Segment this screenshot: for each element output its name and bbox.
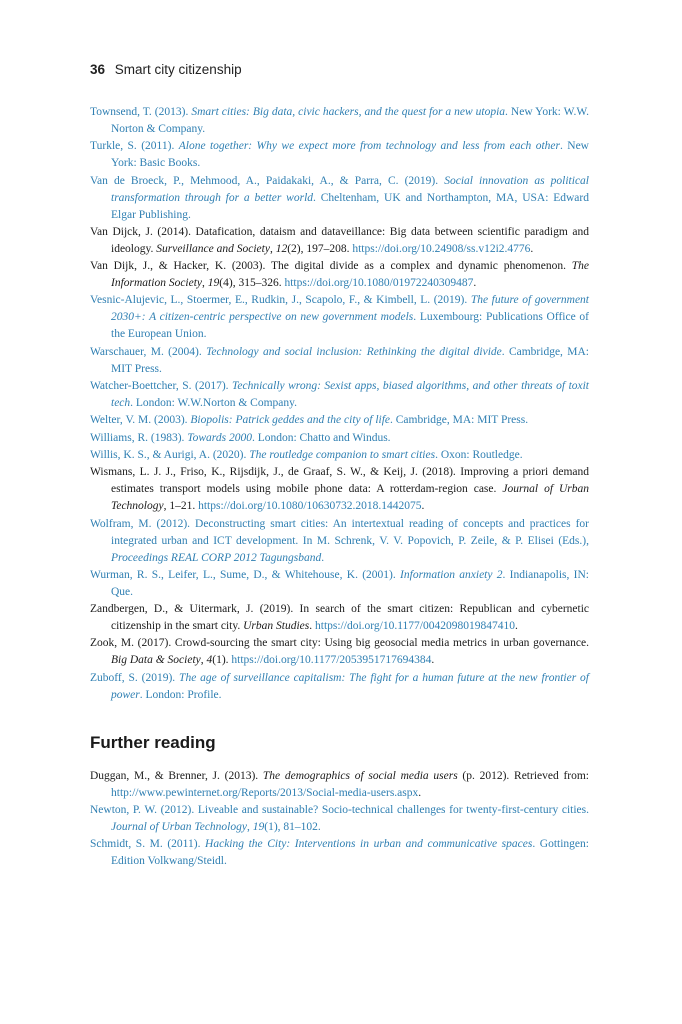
- reference-text: ,: [246, 821, 253, 834]
- running-header: [90, 62, 589, 77]
- reference-entry: [90, 464, 589, 515]
- reference-text: Townsend, T. (2013).: [90, 106, 192, 118]
- reference-entry: [90, 430, 589, 447]
- doi-link[interactable]: https://doi.org/10.1177/0042098019847410: [315, 620, 515, 633]
- reference-text: . Luxembourg: Publications Office of the European Union.: [111, 311, 590, 341]
- reference-text: ,: [200, 654, 207, 667]
- doi-link[interactable]: https://doi.org/10.1177/2053951717694384: [231, 654, 432, 667]
- reference-italic-text: The demographics of social media users: [262, 769, 458, 782]
- reference-entry: [90, 836, 589, 870]
- reference-entry: [90, 635, 589, 669]
- reference-italic-text: Surveillance and Society: [156, 242, 270, 255]
- reference-text: . Cambridge, MA: MIT Press.: [390, 414, 529, 427]
- reference-text: . Gottingen: Edition Volkwang/Steidl.: [111, 838, 589, 868]
- reference-italic-text: Technology and social inclusion: Rethinking the digital divide: [206, 345, 502, 358]
- reference-entry: [90, 138, 589, 172]
- reference-entry: [90, 601, 589, 635]
- reference-text: Van Dijk, J., & Hacker, K. (2003). The digital divide as a complex and dynamic phenomenon.: [90, 260, 572, 273]
- reference-text: .: [309, 620, 315, 633]
- reference-entry: [90, 378, 589, 412]
- reference-italic-text: Urban Studies: [243, 620, 310, 633]
- reference-text: , 1–21.: [163, 500, 199, 513]
- reference-text: Wolfram, M. (2012). Deconstructing smart cities: An intertextual reading of concepts and practices for integrated urban and ICT development. In M. Schrenk, V. V. Popovich, P. Zeile, & P. Elisei (Eds.),: [90, 517, 589, 547]
- reference-text: Welter, V. M. (2003).: [90, 414, 191, 427]
- reference-text: . London: Profile.: [139, 688, 222, 701]
- further-reading-list: [90, 768, 589, 871]
- reference-entry: [90, 258, 589, 292]
- reference-italic-text: Towards 2000: [187, 431, 252, 444]
- reference-text: Turkle, S. (2011).: [90, 140, 179, 153]
- reference-text: Zuboff, S. (2019).: [90, 671, 180, 684]
- reference-text: . Cambridge, MA: MIT Press.: [111, 345, 590, 375]
- reference-text: . New York: W.W. Norton & Company.: [111, 106, 589, 135]
- reference-text: . New York: Basic Books.: [111, 140, 589, 170]
- reference-italic-text: Information anxiety 2: [400, 568, 503, 581]
- reference-text: (4), 315–326.: [219, 277, 285, 290]
- reference-italic-text: Biopolis: Patrick geddes and the city of life: [190, 414, 391, 427]
- page-number: 36: [90, 62, 106, 77]
- reference-text: ,: [269, 242, 276, 255]
- reference-entry: [90, 802, 589, 836]
- reference-italic-text: Social innovation as political transformation through for a better world: [111, 174, 589, 204]
- reference-text: . London: Chatto and Windus.: [251, 431, 391, 444]
- reference-text: . London: W.W.Norton & Company.: [130, 397, 298, 410]
- reference-italic-text: The routledge companion to smart cities: [249, 448, 436, 461]
- reference-entry: [90, 412, 589, 429]
- reference-text: Willis, K. S., & Aurigi, A. (2020).: [90, 448, 250, 461]
- reference-italic-text: Technically wrong: Sexist apps, biased algorithms, and other threats of toxit tech: [111, 380, 590, 410]
- reference-text: Schmidt, S. M. (2011).: [90, 838, 206, 851]
- reference-text: Van Dijck, J. (2014). Datafication, dataism and dataveillance: Big data between scientific paradigm and ideology.: [90, 225, 589, 255]
- running-title: Smart city citizenship: [114, 62, 242, 77]
- reference-entry: [90, 224, 589, 258]
- reference-text: .: [421, 500, 425, 513]
- reference-italic-text: The Information Society: [111, 260, 589, 290]
- reference-text: Warschauer, M. (2004).: [90, 345, 207, 358]
- reference-entry: [90, 292, 589, 343]
- reference-italic-text: The future of government 2030+: A citizen-centric perspective on new government models: [111, 294, 590, 324]
- reference-text: . Indianapolis, IN: Que.: [111, 568, 589, 598]
- reference-text: (2), 197–208.: [287, 242, 353, 255]
- reference-text: Newton, P. W. (2012). Liveable and sustainable? Socio-technical challenges for twenty-first-century cities.: [90, 804, 589, 817]
- doi-link[interactable]: https://doi.org/10.1080/10630732.2018.1442075: [198, 500, 422, 513]
- reference-text: .: [418, 786, 422, 799]
- reference-italic-text: Proceedings REAL CORP 2012 Tagungsband: [111, 551, 322, 564]
- reference-text: Watcher-Boettcher, S. (2017).: [90, 380, 233, 393]
- reference-italic-text: Alone together: Why we expect more from technology and less from each other: [178, 140, 560, 153]
- reference-entry: [90, 516, 589, 567]
- reference-text: . Oxon: Routledge.: [435, 448, 523, 461]
- reference-text: (1).: [212, 654, 232, 667]
- doi-link[interactable]: https://doi.org/10.1080/01972240309487: [284, 277, 474, 290]
- reference-entry: [90, 567, 589, 601]
- reference-entry: [90, 173, 589, 224]
- reference-italic-text: Big Data & Society: [111, 654, 201, 667]
- reference-italic-text: Journal of Urban Technology: [111, 821, 247, 834]
- doi-link[interactable]: http://www.pewinternet.org/Reports/2013/Social-media-users.aspx: [111, 786, 419, 799]
- reference-italic-text: 12: [275, 242, 288, 255]
- reference-text: .: [530, 242, 534, 255]
- reference-italic-text: 19: [207, 277, 220, 290]
- reference-text: Duggan, M., & Brenner, J. (2013).: [90, 769, 263, 782]
- reference-text: .: [473, 277, 477, 290]
- reference-italic-text: Hacking the City: Interventions in urban and communicative spaces: [205, 838, 533, 851]
- reference-text: Wurman, R. S., Leifer, L., Sume, D., & Whitehouse, K. (2001).: [90, 568, 401, 581]
- reference-text: Van de Broeck, P., Mehmood, A., Paidakaki, A., & Parra, C. (2019).: [90, 174, 445, 187]
- reference-italic-text: Journal of Urban Technology: [111, 483, 589, 513]
- reference-text: (p. 2012). Retrieved from:: [457, 769, 589, 782]
- reference-text: .: [321, 551, 325, 564]
- doi-link[interactable]: https://doi.org/10.24908/ss.v12i2.4776: [352, 242, 531, 255]
- reference-text: .: [514, 620, 518, 633]
- reference-entry: [90, 447, 589, 464]
- reference-list: [90, 104, 589, 704]
- reference-italic-text: The age of surveillance capitalism: The fight for a human future at the new frontier of power: [111, 671, 590, 701]
- reference-italic-text: 19: [252, 821, 265, 834]
- reference-text: Zandbergen, D., & Uitermark, J. (2019). In search of the smart citizen: Republican and cybernetic citizenship in the smart city.: [90, 603, 589, 633]
- reference-italic-text: 4: [206, 654, 213, 667]
- reference-entry: [90, 344, 589, 378]
- reference-entry: [90, 670, 589, 704]
- reference-text: .: [431, 654, 435, 667]
- reference-text: Vesnic-Alujevic, L., Stoermer, E., Rudkin, J., Scapolo, F., & Kimbell, L. (2019).: [90, 294, 471, 307]
- reference-text: Williams, R. (1983).: [90, 431, 188, 444]
- reference-italic-text: Smart cities: Big data, civic hackers, and the quest for a new utopia: [191, 106, 506, 118]
- book-page: [90, 62, 589, 871]
- reference-text: Zook, M. (2017). Crowd-sourcing the smart city: Using big geosocial media metrics in urban governance.: [90, 637, 589, 650]
- reference-entry: [90, 768, 589, 802]
- reference-text: ,: [202, 277, 208, 290]
- reference-text: . Cheltenham, UK and Northampton, MA, USA: Edward Elgar Publishing.: [111, 191, 589, 221]
- reference-entry: [90, 104, 589, 138]
- reference-text: Wismans, L. J. J., Friso, K., Rijsdijk, J., de Graaf, S. W., & Keij, J. (2018). Improving a priori demand estimates transport models using mobile phone data: A rotterdam-region case.: [90, 466, 589, 496]
- further-reading-heading: Further reading: [90, 732, 216, 752]
- reference-text: (1), 81–102.: [264, 821, 321, 834]
